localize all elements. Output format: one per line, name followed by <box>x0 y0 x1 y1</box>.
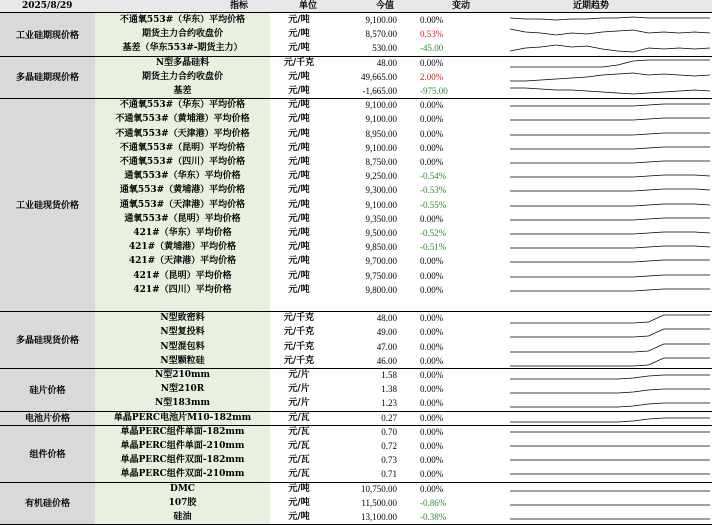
unit-cell: 元/吨 <box>288 242 310 253</box>
change-cell: 2.00% <box>420 71 444 82</box>
change-cell: 0.00% <box>420 426 444 437</box>
indicator-cell: 期货主力合约收盘价 <box>141 29 223 40</box>
unit-cell: 元/吨 <box>288 185 310 196</box>
trend-line <box>510 344 710 352</box>
trend-line <box>510 17 710 20</box>
value-cell: 1.23 <box>381 398 397 409</box>
change-cell: -0.53% <box>420 185 447 196</box>
value-cell: 8,570.00 <box>365 29 397 40</box>
unit-cell: 元/吨 <box>288 199 310 210</box>
indicator-cell: 基差（华东553#-期货主力） <box>122 43 243 54</box>
indicator-cell: N型183mm <box>154 398 211 409</box>
trend-line <box>510 73 710 81</box>
value-cell: 1.38 <box>381 384 397 395</box>
unit-cell: 元/千克 <box>283 57 315 68</box>
change-cell: 0.00% <box>420 157 444 167</box>
value-cell: 9,100.00 <box>365 100 397 111</box>
change-cell: 0.00% <box>420 213 444 224</box>
group-label: 电池片价格 <box>0 411 95 425</box>
trend-line <box>510 389 710 393</box>
unit-cell <box>273 297 325 311</box>
change-cell: 0.00% <box>420 355 444 366</box>
trend-sparkline <box>510 240 710 254</box>
group-separator <box>0 411 712 412</box>
trend-line <box>510 29 710 35</box>
trend-line <box>510 329 710 337</box>
unit-cell: 元/吨 <box>288 100 310 111</box>
trend-line <box>510 88 710 94</box>
unit-cell: 元/瓦 <box>288 426 310 437</box>
change-cell: 0.00% <box>420 384 444 395</box>
value-cell: 46.00 <box>376 355 397 366</box>
unit-cell: 元/吨 <box>288 228 310 238</box>
change-cell: -975.00 <box>420 86 448 96</box>
unit-cell: 元/瓦 <box>288 469 310 480</box>
indicator-cell: N型颗粒硅 <box>160 355 205 366</box>
unit-cell: 元/吨 <box>288 213 310 224</box>
trend-sparkline <box>510 127 710 141</box>
header-change: 变动 <box>452 1 471 11</box>
change-cell: 0.00% <box>420 15 444 25</box>
unit-cell: 元/吨 <box>288 15 310 25</box>
indicator-cell: N型致密料 <box>160 313 205 324</box>
value-cell: 47.00 <box>376 341 397 352</box>
group-label: 有机硅价格 <box>0 482 95 525</box>
trend-line <box>510 118 710 120</box>
change-cell: 0.00% <box>420 412 444 423</box>
unit-cell: 元/吨 <box>288 270 310 281</box>
unit-cell: 元/吨 <box>288 256 310 267</box>
header-unit: 单位 <box>299 1 318 11</box>
trend-sparkline <box>510 198 710 212</box>
value-cell: 1.58 <box>381 370 397 380</box>
value-cell: 9,350.00 <box>365 213 397 224</box>
trend-sparkline <box>510 311 710 325</box>
group-label: 工业硅期现价格 <box>0 13 95 56</box>
trend-sparkline <box>510 510 710 524</box>
group-label: 组件价格 <box>0 425 95 482</box>
trend-line <box>510 161 710 163</box>
change-cell: -0.54% <box>420 171 447 182</box>
header-indicator: 指标 <box>230 1 249 11</box>
indicator-cell: N型复投料 <box>160 327 205 338</box>
value-cell: 13,100.00 <box>361 512 397 522</box>
change-cell: 0.00% <box>420 455 444 466</box>
indicator-cell: 单晶PERC组件单面-210mm <box>120 441 245 451</box>
trend-sparkline <box>510 269 710 283</box>
unit-cell: 元/瓦 <box>288 412 310 423</box>
value-cell: 49,665.00 <box>361 71 397 82</box>
indicator-cell: 单晶PERC组件双面-210mm <box>120 469 245 480</box>
unit-cell: 元/吨 <box>288 128 310 139</box>
indicator-cell: 期货主力合约收盘价 <box>141 71 223 82</box>
trend-line <box>510 246 710 248</box>
change-cell: -0.55% <box>420 199 447 210</box>
trend-sparkline <box>510 27 710 41</box>
indicator-cell: 不通氧553#（华东）平均价格 <box>119 15 246 25</box>
change-cell: 0.00% <box>420 398 444 409</box>
trend-line <box>510 232 710 234</box>
trend-line <box>510 104 710 106</box>
trend-line <box>510 175 710 177</box>
change-cell: 0.00% <box>420 284 444 295</box>
change-cell: 0.00% <box>420 57 444 68</box>
indicator-cell: N型多晶硅料 <box>155 57 210 68</box>
value-cell: 0.71 <box>381 469 397 480</box>
trend-sparkline <box>510 112 710 126</box>
value-cell: 9,100.00 <box>365 15 397 25</box>
indicator-cell: 421#（黄埔港）平均价格 <box>128 242 237 253</box>
indicator-cell: 通氧553#（天津港）平均价格 <box>119 199 246 210</box>
value-cell: 0.72 <box>381 441 397 451</box>
trend-sparkline <box>510 155 710 169</box>
trend-sparkline <box>510 467 710 481</box>
change-cell: 0.53% <box>420 29 444 40</box>
indicator-cell: 基差 <box>173 86 192 96</box>
trend-sparkline <box>510 254 710 268</box>
unit-cell: 元/片 <box>288 384 310 395</box>
unit-cell: 元/吨 <box>288 483 310 494</box>
indicator-cell: 硅油 <box>173 512 192 522</box>
indicator-cell: 不通氧553#（黄埔港）平均价格 <box>115 114 250 125</box>
change-cell: 0.00% <box>420 327 444 338</box>
header-value: 今值 <box>376 1 395 11</box>
group-separator <box>0 311 712 312</box>
unit-cell: 元/吨 <box>288 284 310 295</box>
unit-cell: 元/吨 <box>288 71 310 82</box>
change-cell: 0.00% <box>420 256 444 267</box>
change-cell: 0.00% <box>420 128 444 139</box>
group-separator <box>0 425 712 426</box>
unit-cell: 元/吨 <box>288 171 310 182</box>
group-label: 多晶硅期现价格 <box>0 56 95 99</box>
trend-sparkline <box>510 226 710 240</box>
trend-line <box>510 375 710 379</box>
trend-line <box>510 218 710 220</box>
change-cell: 0.00% <box>420 114 444 125</box>
trend-sparkline <box>510 70 710 84</box>
indicator-cell: 421#（四川）平均价格 <box>133 284 232 295</box>
trend-sparkline <box>510 368 710 382</box>
value-cell: 0.70 <box>381 426 397 437</box>
unit-cell: 元/千克 <box>283 313 315 324</box>
trend-sparkline <box>510 13 710 27</box>
value-cell: 9,100.00 <box>365 142 397 153</box>
indicator-cell: 单晶PERC组件双面-182mm <box>120 455 245 466</box>
trend-sparkline <box>510 411 710 425</box>
trend-sparkline <box>510 283 710 297</box>
indicator-cell: 421#（天津港）平均价格 <box>128 256 237 267</box>
value-cell: 0.73 <box>381 455 397 466</box>
value-cell: 9,100.00 <box>365 199 397 210</box>
header-date: 2025/8/29 <box>22 1 73 11</box>
value-cell: 9,750.00 <box>365 270 397 281</box>
trend-sparkline <box>510 325 710 339</box>
indicator-cell: 通氧553#（华东）平均价格 <box>124 171 241 182</box>
value-cell: 530.00 <box>372 43 397 54</box>
trend-line <box>510 60 710 67</box>
unit-cell: 元/瓦 <box>288 455 310 466</box>
indicator-cell: 通氧553#（昆明）平均价格 <box>124 213 241 224</box>
value-cell: 10,750.00 <box>361 483 397 494</box>
unit-cell: 元/吨 <box>288 29 310 40</box>
trend-sparkline <box>510 183 710 197</box>
trend-line <box>510 45 710 52</box>
change-cell: -0.52% <box>420 228 447 238</box>
unit-cell: 元/吨 <box>288 157 310 167</box>
trend-line <box>510 189 710 191</box>
trend-sparkline <box>510 482 710 496</box>
trend-sparkline <box>510 98 710 112</box>
unit-cell: 元/片 <box>288 398 310 409</box>
trend-sparkline <box>510 84 710 98</box>
trend-line <box>510 133 710 135</box>
indicator-cell: 不通氧553#（天津港）平均价格 <box>115 128 250 139</box>
change-cell: 0.00% <box>420 142 444 153</box>
trend-sparkline <box>510 496 710 510</box>
unit-cell: 元/吨 <box>288 114 310 125</box>
change-cell: 0.00% <box>420 483 444 494</box>
unit-cell: 元/千克 <box>283 355 315 366</box>
indicator-cell: 不通氧553#（昆明）平均价格 <box>119 142 246 153</box>
change-cell: -0.51% <box>420 242 447 253</box>
value-cell: 9,800.00 <box>365 284 397 295</box>
indicator-cell: N型混包料 <box>160 341 205 352</box>
group-label: 硅片价格 <box>0 368 95 411</box>
unit-cell: 元/吨 <box>288 142 310 153</box>
indicator-cell: N型210R <box>160 384 205 395</box>
change-cell: -0.86% <box>420 497 447 508</box>
value-cell: 9,100.00 <box>365 114 397 125</box>
group-separator <box>0 482 712 483</box>
indicator-cell: 不通氧553#（四川）平均价格 <box>119 157 246 167</box>
indicator-cell <box>95 297 270 311</box>
value-cell: 49.00 <box>376 327 397 338</box>
trend-line <box>510 260 710 262</box>
trend-sparkline <box>510 169 710 183</box>
value-cell: 9,500.00 <box>365 228 397 238</box>
trend-line <box>510 275 710 277</box>
indicator-cell: DMC <box>170 483 195 494</box>
change-cell <box>420 297 480 311</box>
group-separator <box>0 98 712 99</box>
unit-cell: 元/片 <box>288 370 310 380</box>
value-cell: 48.00 <box>376 313 397 324</box>
trend-sparkline <box>510 382 710 396</box>
unit-cell: 元/吨 <box>288 497 310 508</box>
trend-sparkline <box>510 453 710 467</box>
change-cell: 0.00% <box>420 370 444 380</box>
value-cell: 11,500.00 <box>361 497 397 508</box>
trend-line <box>510 418 710 422</box>
change-cell: 0.00% <box>420 441 444 451</box>
trend-sparkline <box>510 41 710 55</box>
indicator-cell: 107胶 <box>168 497 197 508</box>
value-cell: 0.27 <box>381 412 397 423</box>
table-header <box>0 0 712 13</box>
trend-line <box>510 315 710 323</box>
group-label: 多晶硅现货价格 <box>0 311 95 368</box>
trend-line <box>510 147 710 149</box>
trend-sparkline <box>510 439 710 453</box>
indicator-cell: 通氧553#（黄埔港）平均价格 <box>119 185 246 196</box>
value-cell: 9,300.00 <box>365 185 397 196</box>
indicator-cell: 单晶PERC电池片M10-182mm <box>113 412 252 423</box>
header-trend: 近期趋势 <box>573 1 610 11</box>
trend-sparkline <box>510 396 710 410</box>
indicator-cell: N型210mm <box>154 370 211 380</box>
unit-cell: 元/吨 <box>288 86 310 96</box>
trend-sparkline <box>510 141 710 155</box>
change-cell: 0.00% <box>420 100 444 111</box>
unit-cell: 元/千克 <box>283 327 315 338</box>
unit-cell: 元/吨 <box>288 43 310 54</box>
indicator-cell: 421#（华东）平均价格 <box>133 228 232 238</box>
table-row <box>95 297 712 311</box>
change-cell: 0.00% <box>420 313 444 324</box>
change-cell: 0.00% <box>420 270 444 281</box>
trend-line <box>510 358 710 366</box>
trend-sparkline <box>510 425 710 439</box>
group-separator <box>0 56 712 57</box>
trend-sparkline <box>510 354 710 368</box>
trend-line <box>510 204 710 206</box>
trend-line <box>510 289 710 291</box>
unit-cell: 元/瓦 <box>288 441 310 451</box>
trend-sparkline <box>510 340 710 354</box>
unit-cell: 元/千克 <box>283 341 315 352</box>
group-separator <box>0 368 712 369</box>
indicator-cell: 不通氧553#（华东）平均价格 <box>119 100 246 111</box>
value-cell: 9,250.00 <box>365 171 397 182</box>
indicator-cell: 421#（昆明）平均价格 <box>133 270 232 281</box>
value-cell: 48.00 <box>376 57 397 68</box>
value-cell <box>327 297 397 311</box>
value-cell: -1,665.00 <box>362 86 397 96</box>
indicator-cell: 单晶PERC组件单面-182mm <box>120 426 245 437</box>
trend-sparkline <box>510 212 710 226</box>
change-cell: -45.00 <box>420 43 444 54</box>
unit-cell: 元/吨 <box>288 512 310 522</box>
change-cell: 0.00% <box>420 469 444 480</box>
value-cell: 9,850.00 <box>365 242 397 253</box>
trend-sparkline <box>510 56 710 70</box>
value-cell: 8,750.00 <box>365 157 397 167</box>
value-cell: 8,950.00 <box>365 128 397 139</box>
value-cell: 9,700.00 <box>365 256 397 267</box>
change-cell: -0.38% <box>420 512 447 522</box>
group-label: 工业硅现货价格 <box>0 98 95 311</box>
trend-line <box>510 403 710 407</box>
change-cell: 0.00% <box>420 341 444 352</box>
